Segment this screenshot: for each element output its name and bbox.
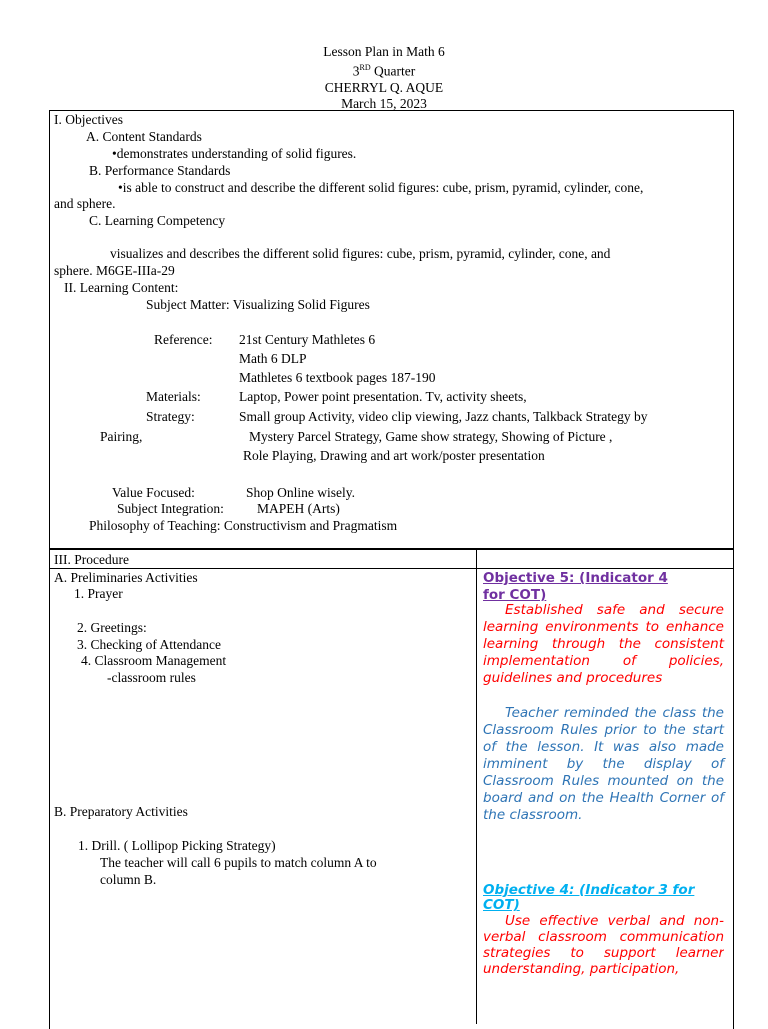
quarter-superscript: RD <box>359 63 371 72</box>
subject-integration-label: Subject Integration: <box>117 501 224 516</box>
teacher-name: CHERRYL Q. AQUE <box>324 79 444 95</box>
prayer-item: 1. Prayer <box>74 586 123 601</box>
drill-description-2: column B. <box>100 872 157 887</box>
objective4-description: Use effective verbal and non-verbal classroom communication strategies to support learner understanding, participation, <box>483 913 724 977</box>
attendance-item: 3. Checking of Attendance <box>77 637 221 652</box>
materials-text: Laptop, Power point presentation. Tv, activity sheets, <box>239 389 527 404</box>
lesson-date: March 15, 2023 <box>341 95 427 111</box>
greetings-item: 2. Greetings: <box>77 620 147 635</box>
subject-integration-text: MAPEH (Arts) <box>257 501 340 516</box>
objective5-title-line2: for COT) <box>483 587 547 603</box>
reference-3: Mathletes 6 textbook pages 187-190 <box>239 370 436 385</box>
strategy-label: Strategy: <box>146 409 195 424</box>
column-divider <box>476 549 477 1024</box>
learning-content-heading: II. Learning Content: <box>64 280 179 295</box>
strategy-line1: Small group Activity, video clip viewing, Jazz chants, Talkback Strategy by <box>239 409 648 424</box>
preparatory-heading: B. Preparatory Activities <box>54 804 188 819</box>
objective5-title-line1: Objective 5: (Indicator 4 <box>483 570 668 586</box>
value-focused-label: Value Focused: <box>112 485 195 500</box>
strategy-pairing: Pairing, <box>100 429 143 444</box>
drill-description-1: The teacher will call 6 pupils to match column A to <box>100 855 377 870</box>
classroom-rules-item: -classroom rules <box>107 670 196 685</box>
quarter-number: 3 <box>352 63 360 79</box>
objectives-heading: I. Objectives <box>54 112 123 127</box>
preliminaries-heading: A. Preliminaries Activities <box>54 570 198 585</box>
value-focused-text: Shop Online wisely. <box>246 485 355 500</box>
quarter-line <box>0 60 768 80</box>
reference-1: 21st Century Mathletes 6 <box>239 332 376 347</box>
competency-line1: visualizes and describes the different solid figures: cube, prism, pyramid, cylinder, cone, and <box>110 246 611 261</box>
reference-label: Reference: <box>154 332 213 347</box>
objective4-title-line1: Objective 4: (Indicator 3 for <box>483 882 695 898</box>
performance-standards-label: B. Performance Standards <box>89 163 231 178</box>
objective5-teacher-note: Teacher reminded the class the Classroom Rules prior to the start of the lesson. It was also made imminent by the display of Classroom Rules mounted on the board and on the Health Corner of the classroom. <box>483 705 724 823</box>
materials-label: Materials: <box>146 389 201 404</box>
procedure-header-divider <box>49 568 734 569</box>
reference-2: Math 6 DLP <box>239 351 307 366</box>
procedure-heading: III. Procedure <box>54 552 129 567</box>
content-standards-text: •demonstrates understanding of solid figures. <box>112 146 357 161</box>
strategy-line2: Mystery Parcel Strategy, Game show strategy, Showing of Picture , <box>249 429 613 444</box>
document-header <box>0 44 768 112</box>
learning-competency-label: C. Learning Competency <box>89 213 226 228</box>
content-standards-label: A. Content Standards <box>86 129 202 144</box>
subject-matter: Subject Matter: Visualizing Solid Figures <box>146 297 370 312</box>
competency-line2: sphere. M6GE-IIIa-29 <box>54 263 175 278</box>
drill-item: 1. Drill. ( Lollipop Picking Strategy) <box>78 838 276 853</box>
objective5-description: Established safe and secure learning environments to enhance learning through the consistent implementation of policies, guidelines and procedures <box>483 602 724 686</box>
classroom-management-item: 4. Classroom Management <box>81 653 227 668</box>
philosophy-of-teaching: Philosophy of Teaching: Constructivism and Pragmatism <box>89 518 398 533</box>
quarter-word: Quarter <box>370 63 416 79</box>
performance-standards-line2: and sphere. <box>54 196 116 211</box>
strategy-line3: Role Playing, Drawing and art work/poster presentation <box>243 448 545 463</box>
objective4-title-line2: COT) <box>483 897 520 913</box>
lesson-plan-title: Lesson Plan in Math 6 <box>323 44 445 59</box>
performance-standards-line1: •is able to construct and describe the different solid figures: cube, prism, pyramid, cylinder, cone, <box>118 180 644 195</box>
